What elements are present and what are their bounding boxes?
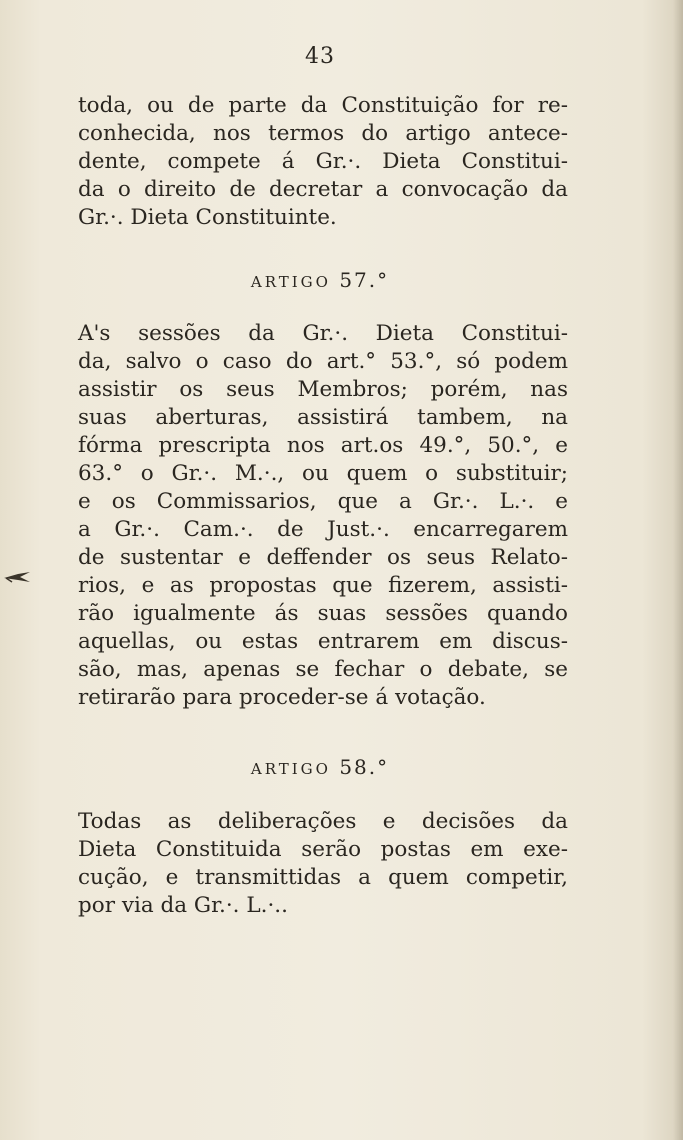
article-57-heading xyxy=(0,268,640,292)
text-line: Todas as deliberações e decisões da xyxy=(78,809,568,834)
text-line: rão igualmente ás suas sessões quando xyxy=(78,601,568,626)
text-line: retirarão para proceder-se á votação. xyxy=(78,685,486,710)
article-58-heading xyxy=(0,755,640,779)
text-line: a Gr.·. Cam.·. de Just.·. encarregarem xyxy=(78,517,568,542)
text-line: 63.° o Gr.·. M.·., ou quem o substituir; xyxy=(78,461,568,486)
text-line: aquellas, ou estas entrarem em discus- xyxy=(78,629,568,654)
text-line: assistir os seus Membros; porém, nas xyxy=(78,377,568,402)
text-line: de sustentar e deffender os seus Relato- xyxy=(78,545,568,570)
text-line: suas aberturas, assistirá tambem, na xyxy=(78,405,568,430)
text-line: rios, e as propostas que fizerem, assisti- xyxy=(78,573,568,598)
text-line: fórma prescripta nos art.os 49.°, 50.°, e xyxy=(78,433,568,458)
page-edge-shadow xyxy=(673,0,683,1140)
text-line: da o direito de decretar a convocação da xyxy=(78,177,568,202)
text-line: toda, ou de parte da Constituição for re- xyxy=(78,93,568,118)
text-line: Gr.·. Dieta Constituinte. xyxy=(78,205,337,230)
paragraph-continuation xyxy=(78,92,568,232)
article-number: 58.° xyxy=(339,755,390,779)
text-line: da, salvo o caso do art.° 53.°, só podem xyxy=(78,349,568,374)
text-line: Dieta Constituida serão postas em exe- xyxy=(78,837,568,862)
text-line: A's sessões da Gr.·. Dieta Constitui- xyxy=(78,321,568,346)
margin-pointer-icon xyxy=(2,568,32,588)
page-number: 43 xyxy=(305,44,335,69)
article-58-text xyxy=(78,808,568,920)
text-line: conhecida, nos termos do artigo antece- xyxy=(78,121,568,146)
text-line: por via da Gr.·. L.·.. xyxy=(78,893,288,918)
text-line: e os Commissarios, que a Gr.·. L.·. e xyxy=(78,489,568,514)
article-label: ARTIGO xyxy=(250,273,331,291)
article-label: ARTIGO xyxy=(250,760,331,778)
article-57-text xyxy=(78,320,568,712)
text-line: dente, compete á Gr.·. Dieta Constitui- xyxy=(78,149,568,174)
text-line: cução, e transmittidas a quem competir, xyxy=(78,865,568,890)
article-number: 57.° xyxy=(339,268,390,292)
text-line: são, mas, apenas se fechar o debate, se xyxy=(78,657,568,682)
